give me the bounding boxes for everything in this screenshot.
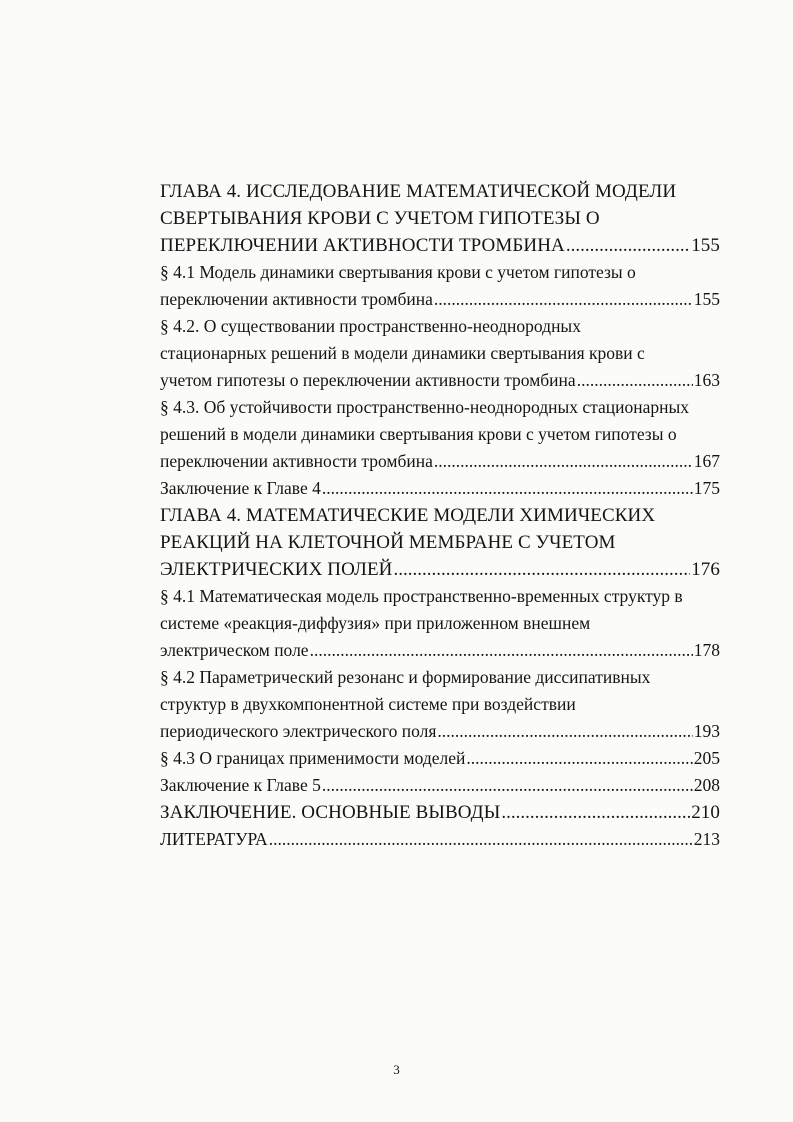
toc-entry-line: § 4.3. Об устойчивости пространственно-неоднородных стационарных — [160, 397, 690, 417]
toc-entry-line: § 4.3 О границах применимости моделей — [160, 748, 466, 768]
toc-entry-line: § 4.2 Параметрический резонанс и формирование диссипативных — [160, 667, 651, 687]
toc-entry-last-line — [160, 745, 720, 772]
toc-page-number: 176 — [691, 559, 720, 580]
dot-leader — [322, 772, 693, 799]
toc-entry-last-line — [160, 718, 720, 745]
toc-entry-last-line — [160, 826, 720, 853]
toc-entry-last-line — [160, 286, 720, 313]
toc-section-entry — [160, 259, 720, 313]
toc-entry-line: СВЕРТЫВАНИЯ КРОВИ С УЧЕТОМ ГИПОТЕЗЫ О — [160, 208, 600, 229]
toc-entry-line: периодического электрического поля — [160, 721, 437, 741]
toc-entry-line: ЛИТЕРАТУРА — [160, 829, 268, 849]
toc-page-number: 208 — [693, 775, 720, 795]
toc-entry-last-line — [160, 799, 720, 826]
toc-entry-line: § 4.1 Модель динамики свертывания крови с учетом гипотезы о — [160, 262, 636, 282]
dot-leader — [269, 826, 693, 853]
toc-entry-line: ЭЛЕКТРИЧЕСКИХ ПОЛЕЙ — [160, 559, 393, 580]
toc-entry-line: переключении активности тромбина — [160, 289, 433, 309]
toc-section-entry — [160, 313, 720, 394]
toc-section-entry — [160, 475, 720, 502]
toc-entry-line: ГЛАВА 4. ИССЛЕДОВАНИЕ МАТЕМАТИЧЕСКОЙ МОДЕЛИ — [160, 181, 677, 202]
toc-section-entry — [160, 394, 720, 475]
toc-entry-last-line — [160, 367, 720, 394]
dot-leader — [437, 718, 692, 745]
toc-page-number: 155 — [693, 289, 720, 309]
toc-entry-line: стационарных решений в модели динамики свертывания крови с — [160, 343, 645, 363]
toc-entry-line: Заключение к Главе 5 — [160, 775, 321, 795]
dot-leader — [466, 745, 692, 772]
toc-entry-line: § 4.2. О существовании пространственно-неоднородных — [160, 316, 581, 336]
toc-entry-line: РЕАКЦИЙ НА КЛЕТОЧНОЙ МЕМБРАНЕ С УЧЕТОМ — [160, 532, 616, 553]
toc-page-number: 155 — [691, 235, 720, 256]
dot-leader — [566, 232, 690, 259]
toc-entry-line: Заключение к Главе 4 — [160, 478, 321, 498]
toc-chapter-entry — [160, 178, 720, 259]
toc-page-number: 178 — [693, 640, 720, 660]
dot-leader — [501, 799, 690, 826]
toc-entry-line: § 4.1 Математическая модель пространственно-временных структур в — [160, 586, 683, 606]
toc-entry-last-line — [160, 556, 720, 583]
toc-entry-last-line — [160, 232, 720, 259]
toc-section-entry — [160, 826, 720, 853]
toc-entry-line: ЗАКЛЮЧЕНИЕ. ОСНОВНЫЕ ВЫВОДЫ — [160, 802, 501, 823]
page-number: 3 — [393, 1062, 400, 1077]
toc-page-number: 193 — [693, 721, 720, 741]
toc-entry-line: решений в модели динамики свертывания крови с учетом гипотезы о — [160, 424, 677, 444]
toc-entry-last-line — [160, 772, 720, 799]
toc-entry-last-line — [160, 637, 720, 664]
toc-page-number: 163 — [693, 370, 720, 390]
toc-entry-last-line — [160, 475, 720, 502]
table-of-contents — [160, 178, 720, 853]
toc-page-number: 210 — [691, 802, 720, 823]
toc-entry-line: учетом гипотезы о переключении активности тромбина — [160, 370, 576, 390]
toc-page-number: 167 — [693, 451, 720, 471]
toc-entry-line: структур в двухкомпонентной системе при воздействии — [160, 694, 576, 714]
toc-section-entry — [160, 772, 720, 799]
dot-leader — [577, 367, 693, 394]
dot-leader — [322, 475, 693, 502]
toc-section-entry — [160, 664, 720, 745]
toc-chapter-entry — [160, 799, 720, 826]
toc-entry-last-line — [160, 448, 720, 475]
toc-chapter-entry — [160, 502, 720, 583]
dot-leader — [394, 556, 691, 583]
dot-leader — [434, 286, 693, 313]
toc-section-entry — [160, 745, 720, 772]
toc-page-number: 213 — [693, 829, 720, 849]
dot-leader — [310, 637, 693, 664]
toc-entry-line: ГЛАВА 4. МАТЕМАТИЧЕСКИЕ МОДЕЛИ ХИМИЧЕСКИХ — [160, 505, 656, 526]
toc-entry-line: электрическом поле — [160, 640, 309, 660]
toc-entry-line: переключении активности тромбина — [160, 451, 433, 471]
toc-entry-line: ПЕРЕКЛЮЧЕНИИ АКТИВНОСТИ ТРОМБИНА — [160, 235, 565, 256]
toc-entry-line: системе «реакция-диффузия» при приложенном внешнем — [160, 613, 591, 633]
toc-page-number: 205 — [693, 748, 720, 768]
toc-section-entry — [160, 583, 720, 664]
dot-leader — [434, 448, 693, 475]
toc-page-number: 175 — [693, 478, 720, 498]
